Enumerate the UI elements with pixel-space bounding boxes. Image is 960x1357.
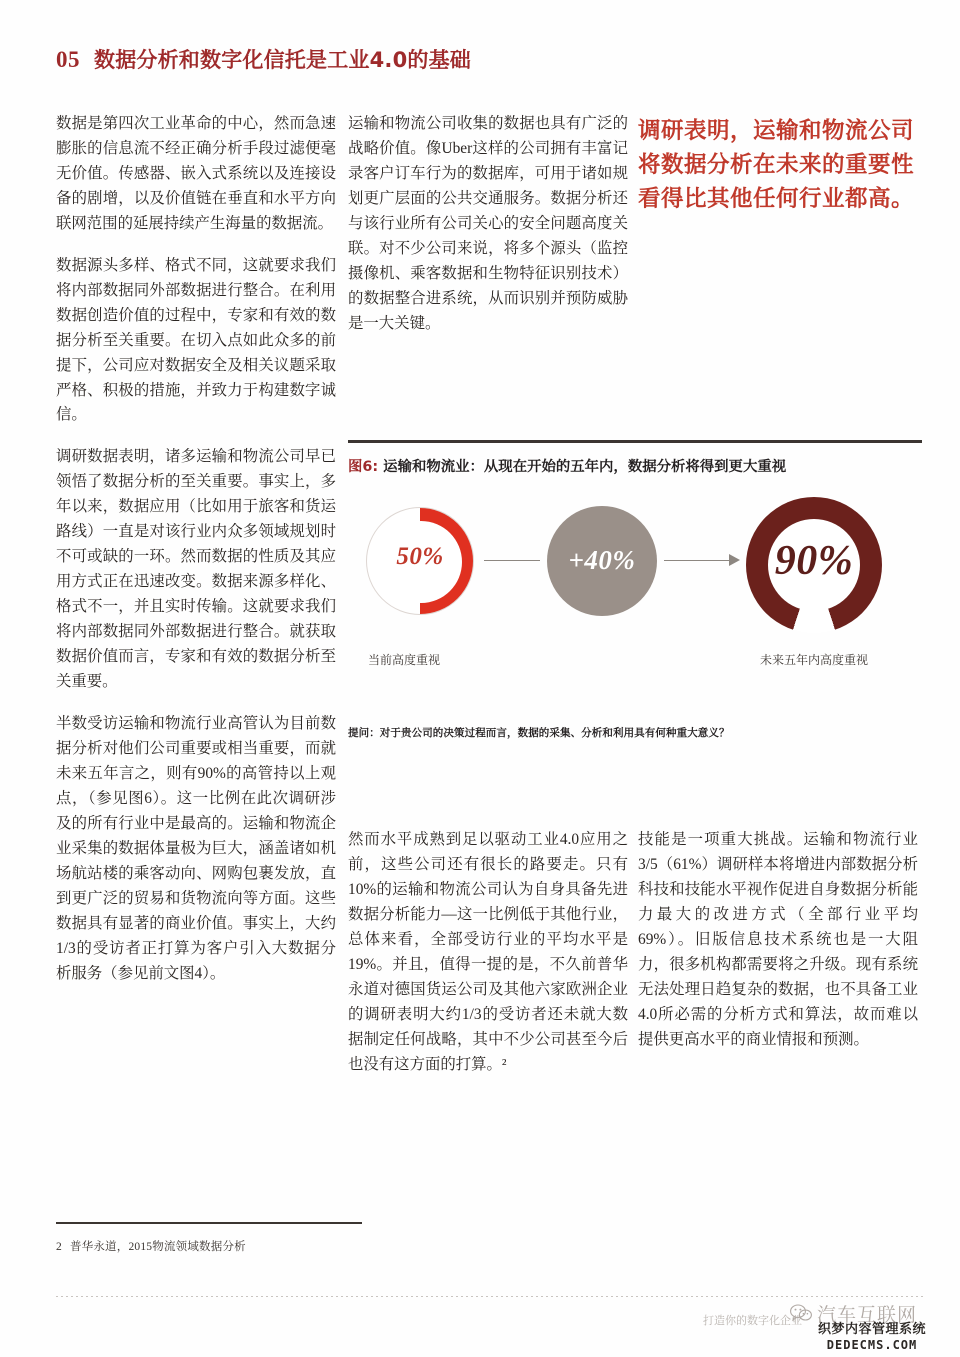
paragraph: 数据源头多样、格式不同，这就要求我们将内部数据同外部数据进行整合。在利用数据创造价值的过程中，专家和有效的数据分析至关重要。在切入点如此众多的前提下，公司应对数据安全及相关议题采取严格、积极的措施，并致力于构建数字诚信。	[56, 256, 336, 424]
footer-tagline: 打造你的数字化企业	[703, 1314, 802, 1327]
footnote-number: 2	[56, 1241, 62, 1253]
connector-line-left	[484, 560, 540, 561]
figure-caption	[348, 457, 922, 479]
body-column-right-bottom	[638, 828, 918, 1070]
paragraph: 然而水平成熟到足以驱动工业4.0应用之前，这些公司还有很长的路要走。只有10%的运输和物流公司认为自身具备先进数据分析能力—这一比例低于其他行业，总体来看，全部受访行业的平均水平是19%。并且，值得一提的是，不久前普华永道对德国货运公司及其他六家欧洲企业的调研表明大约1/3的受访者还未就大数据制定任何战略，其中不少公司甚至今后也没有这方面的打算。²	[348, 831, 628, 1073]
wechat-icon	[790, 1304, 812, 1323]
figure-block	[348, 440, 922, 740]
arrow-right-icon	[729, 554, 740, 566]
body-column-middle-top	[348, 112, 628, 354]
donut-caption-current: 当前高度重视	[368, 652, 441, 667]
figure-label: 图6:	[348, 459, 379, 475]
footnote	[56, 1238, 246, 1254]
donut-value-current: 50%	[396, 542, 444, 570]
figure-top-rule	[348, 440, 922, 443]
donut-chart	[348, 501, 922, 709]
footnote-rule	[56, 1222, 362, 1224]
footer-divider	[56, 1296, 926, 1297]
donut-value-future: 90%	[774, 537, 854, 584]
delta-label: +40%	[568, 545, 636, 576]
section-number: 05	[56, 47, 80, 72]
paragraph: 半数受访运输和物流行业高管认为目前数据分析对他们公司重要或相当重要，而就未来五年言之，则有90%的高管持以上观点，（参见图6）。这一比例在此次调研涉及的所有行业中是最高的。运输和物流企业采集的数据体量极为巨大，涵盖诸如机场航站楼的乘客动向、网购包裹发放，直到更广泛的贸易和货物流向等方面。这些数据具有显著的商业价值。事实上，大约1/3的受访者正打算为客户引入大数据分析服务（参见前文图4）。	[56, 714, 336, 982]
body-column-middle-bottom	[348, 828, 628, 1095]
footnote-text: 普华永道，2015物流领域数据分析	[69, 1241, 246, 1253]
figure-question: 提问：对于贵公司的决策过程而言，数据的采集、分析和利用具有何种重大意义？	[348, 726, 730, 739]
delta-circle	[547, 506, 657, 616]
page-title: 数据分析和数字化信托是工业4.0的基础	[94, 48, 471, 72]
dedecms-domain-label: DEDECMS.COM	[826, 1338, 918, 1352]
donut-caption-future: 未来五年内高度重视	[759, 652, 868, 667]
paragraph: 数据是第四次工业革命的中心，然而急速膨胀的信息流不经正确分析手段过滤便毫无价值。传感器、嵌入式系统以及连接设备的剧增，以及价值链在垂直和水平方向联网范围的延展持续产生海量的数据流。	[56, 115, 336, 232]
paragraph: 调研数据表明，诸多运输和物流公司早已领悟了数据分析的至关重要。事实上，多年以来，数据应用（比如用于旅客和货运路线）一直是对该行业内众多领域规划时不可或缺的一环。然而数据的性质及其应用方式正在迅速改变。数据来源多样化、格式不一，并且实时传输。这就要求我们将内部数据同外部数据进行整合。就获取数据价值而言，专家和有效的数据分析至关重要。	[56, 448, 336, 691]
paragraph: 运输和物流公司收集的数据也具有广泛的战略价值。像Uber这样的公司拥有丰富记录客户订车行为的数据库，可用于诸如规划更广层面的公共交通服务。数据分析还与该行业所有公司关心的安全问题高度关联。对不少公司来说，将多个源头（监控摄像机、乘客数据和生物特征识别技术）的数据整合进系统，从而识别并预防威胁是一大关键。	[348, 115, 628, 332]
pull-quote: 调研表明，运输和物流公司将数据分析在未来的重要性看得比其他任何行业都高。	[638, 118, 915, 213]
body-column-left	[56, 112, 336, 1003]
page-header	[56, 44, 916, 84]
dedecms-watermark	[818, 1318, 926, 1352]
connector-line-right	[664, 560, 736, 561]
figure-caption-text: 运输和物流业：从现在开始的五年内，数据分析将得到更大重视	[383, 459, 787, 475]
wechat-label: 汽车互联网	[817, 1304, 918, 1326]
paragraph: 技能是一项重大挑战。运输和物流行业3/5（61%）调研样本将增进内部数据分析科技和技能水平视作促进自身数据分析能力最大的改进方式（全部行业平均69%）。旧版信息技术系统也是一大阻力，很多机构都需要将之升级。现有系统无法处理日趋复杂的数据，也不具备工业4.0所必需的分析方式和算法，故而难以提供更高水平的商业情报和预测。	[638, 831, 918, 1048]
dedecms-chinese-label: 织梦内容管理系统	[818, 1322, 927, 1337]
